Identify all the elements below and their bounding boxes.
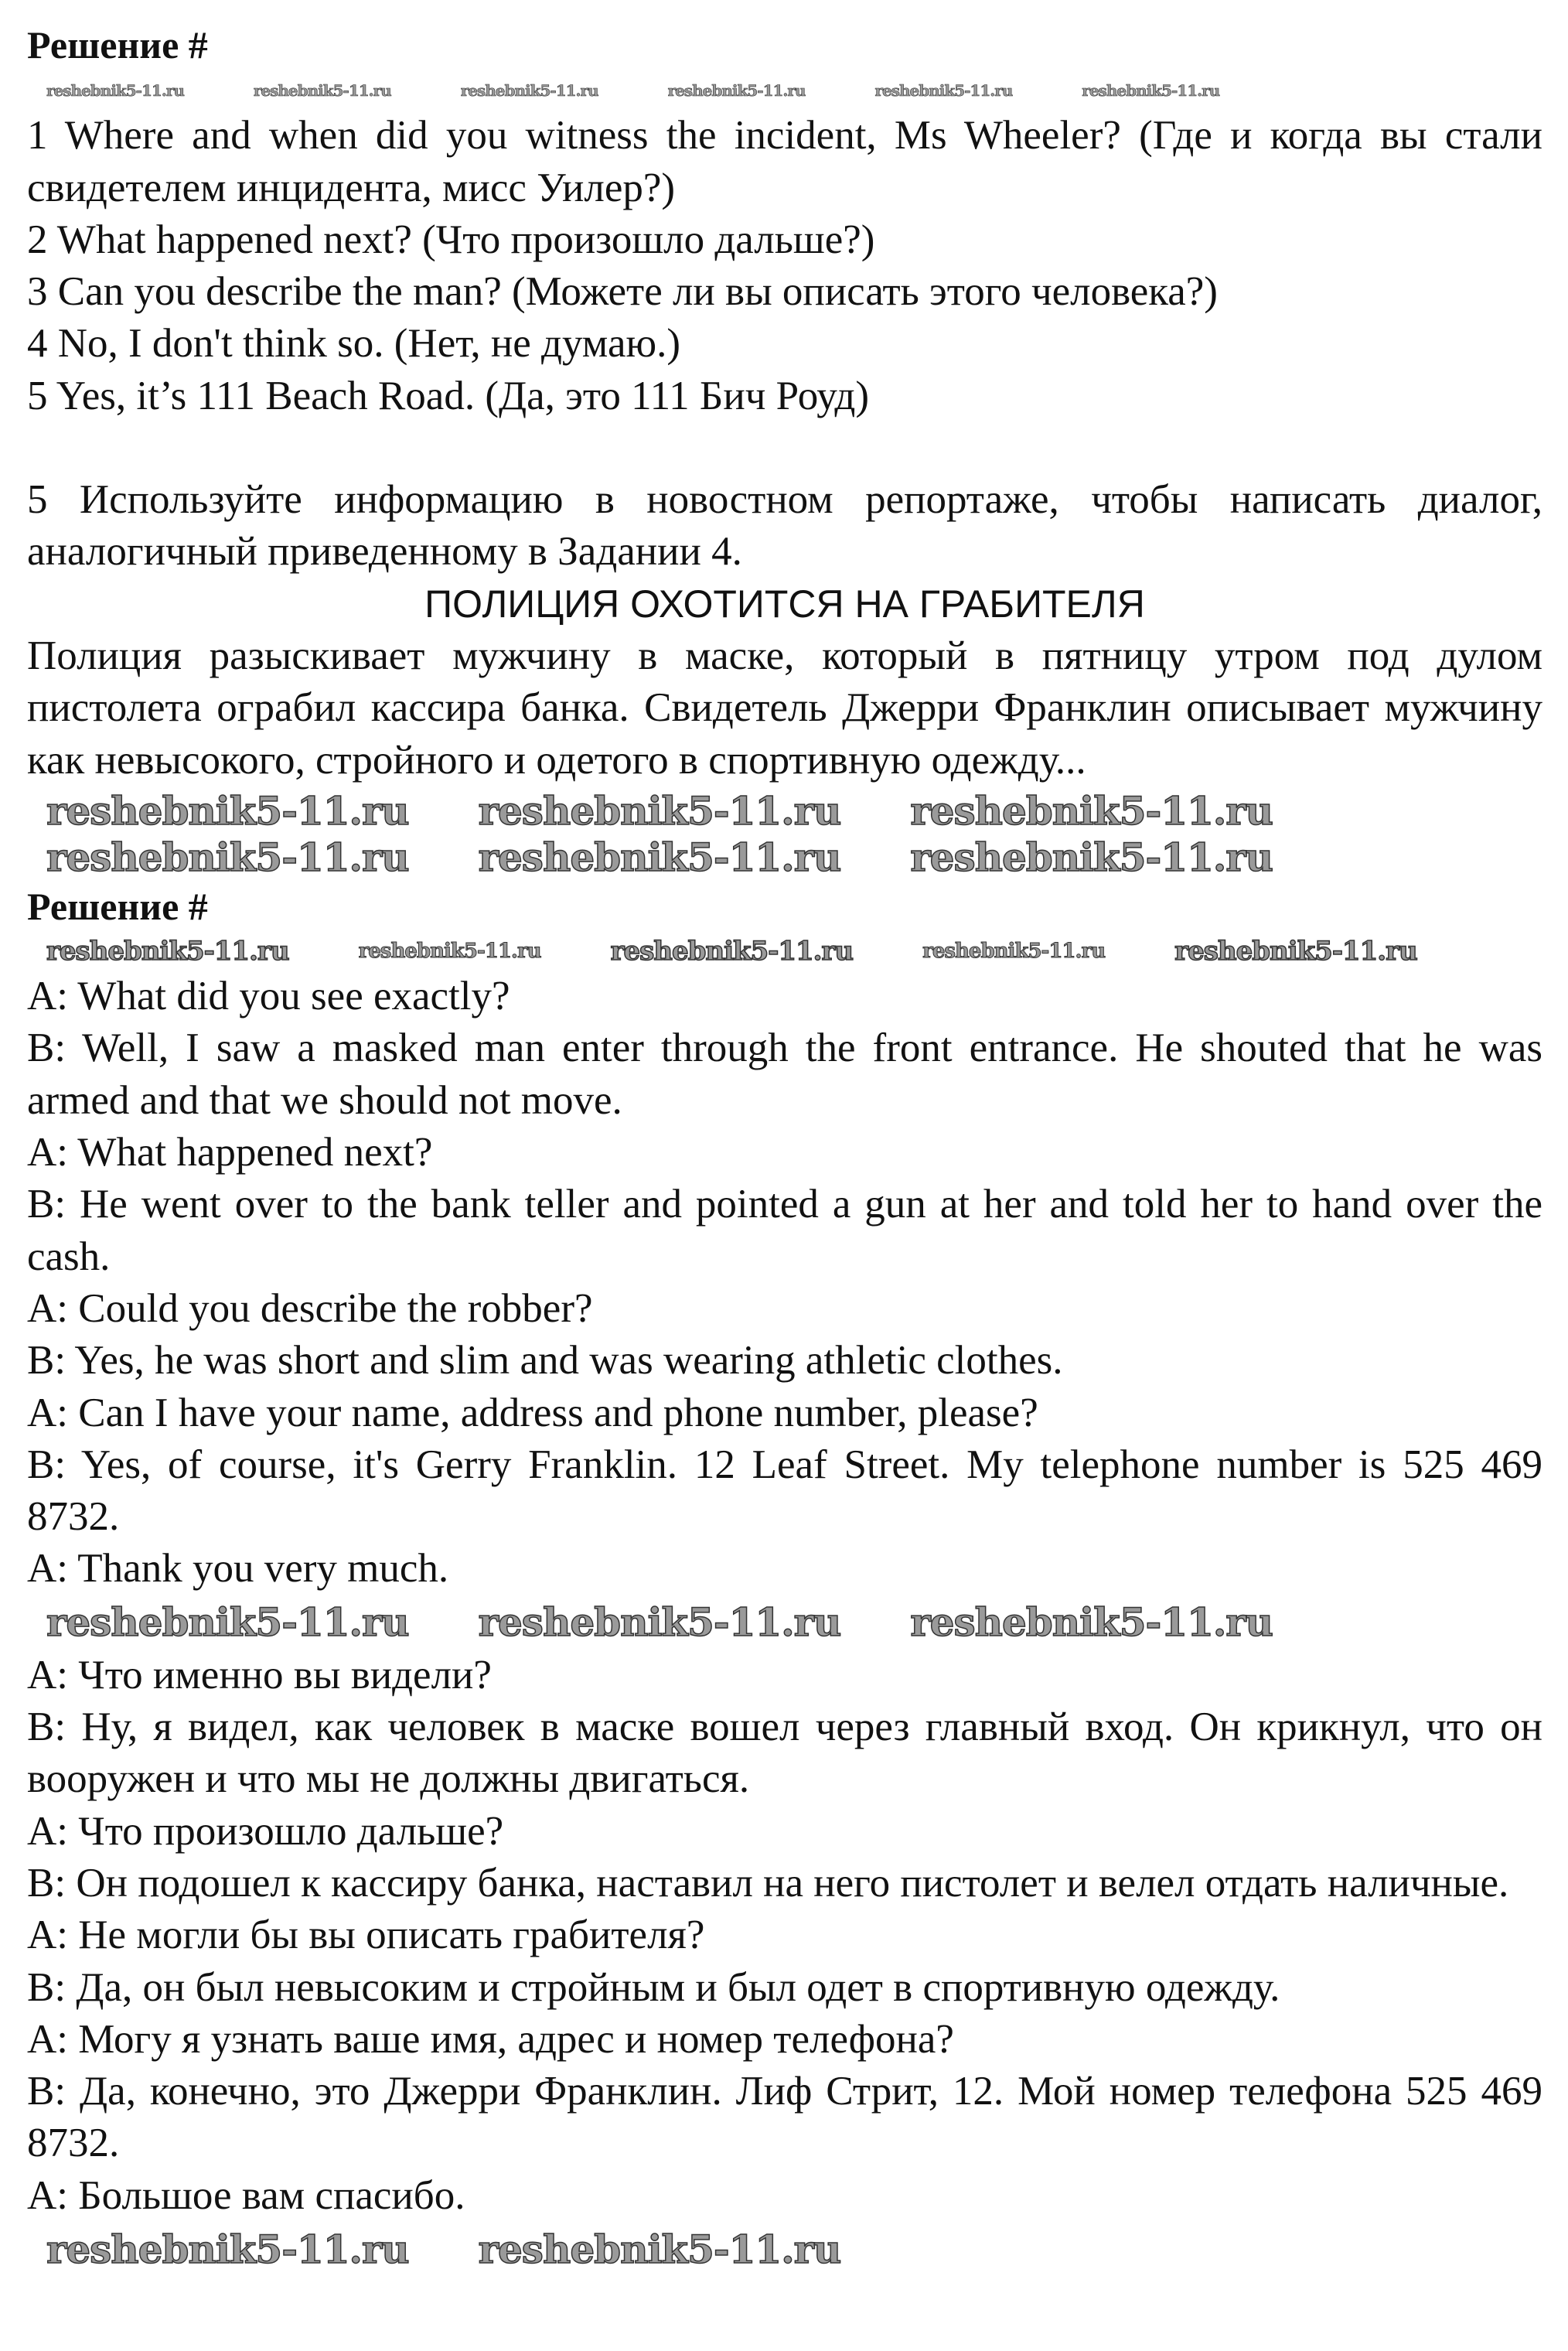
dialog-line: A: Не могли бы вы описать грабителя? [27,1913,705,1958]
watermark: reshebnik5-11.ru [460,81,598,101]
watermark: reshebnik5-11.ru [910,834,1273,880]
answer-line: 1 Where and when did you witness the incident, Ms Wheeler? (Где и когда вы стали свидетелем инцидента, мисс Уилер?) [27,113,1542,210]
watermark: reshebnik5-11.ru [358,940,541,964]
watermark-row [27,1599,1542,1646]
dialog-line: B: Yes, of course, it's Gerry Franklin. 12 Leaf Street. My telephone number is 525 469 8732. [27,1442,1542,1540]
watermark: reshebnik5-11.ru [874,81,1013,101]
dialog-line: B: Well, I saw a masked man enter through the front entrance. He shouted that he was armed and that we should not move. [27,1025,1542,1123]
dialog-line: B: Ну, я видел, как человек в маске вошел через главный вход. Он крикнул, что он вооружен и что мы не должны двигаться. [27,1704,1542,1802]
answer-line: 4 No, I don't think so. (Нет, не думаю.) [27,321,680,367]
dialog-english [27,971,1542,1595]
watermark: reshebnik5-11.ru [478,2226,841,2272]
watermark: reshebnik5-11.ru [478,1599,841,1645]
watermark-row [27,934,1542,968]
task-instruction: 5 Используйте информацию в новостном репортаже, чтобы написать диалог, аналогичный приведенному в Задании 4. [27,477,1542,575]
answer-line: 2 What happened next? (Что произошло дальше?) [27,217,875,262]
watermark-row [27,79,1542,102]
news-title: ПОЛИЦИЯ ОХОТИТСЯ НА ГРАБИТЕЛЯ [424,582,1145,626]
dialog-line: A: What did you see exactly? [27,974,510,1019]
task5-block [27,474,1542,787]
dialog-line: A: Could you describe the robber? [27,1285,593,1331]
dialog-line: A: Can I have your name, address and phone number, please? [27,1390,1038,1435]
watermark: reshebnik5-11.ru [46,2226,409,2272]
watermark: reshebnik5-11.ru [1174,936,1417,967]
dialog-line: A: What happened next? [27,1130,433,1176]
dialog-line: A: Что именно вы видели? [27,1652,492,1698]
watermark: reshebnik5-11.ru [910,1599,1273,1645]
solution-heading: Решение # [27,23,208,67]
watermark-row [27,787,1542,834]
dialog-line: A: Что произошло дальше? [27,1808,504,1854]
watermark: reshebnik5-11.ru [253,81,391,101]
answer-line: 3 Can you describe the man? (Можете ли вы описать этого человека?) [27,269,1218,315]
watermark-row [27,2228,1542,2271]
dialog-line: A: Могу я узнать ваше имя, адрес и номер телефона? [27,2016,954,2062]
dialog-line: B: Yes, he was short and slim and was wearing athletic clothes. [27,1338,1063,1384]
watermark: reshebnik5-11.ru [667,81,806,101]
dialog-russian [27,1650,1542,2222]
dialog-line: A: Большое вам спасибо. [27,2172,465,2218]
watermark: reshebnik5-11.ru [46,834,409,880]
watermark: reshebnik5-11.ru [478,834,841,880]
dialog-line: A: Thank you very much. [27,1546,449,1592]
watermark-row [27,836,1542,879]
watermark: reshebnik5-11.ru [46,81,184,101]
document-page [27,19,1542,2271]
dialog-line: B: Он подошел к кассиру банка, наставил на него пистолет и велел отдать наличные. [27,1860,1509,1906]
watermark: reshebnik5-11.ru [910,787,1273,834]
watermark: reshebnik5-11.ru [46,936,289,967]
answer-line: 5 Yes, it’s 111 Beach Road. (Да, это 111 Бич Роуд) [27,373,870,418]
watermark: reshebnik5-11.ru [922,940,1106,964]
dialog-line: B: Да, конечно, это Джерри Франклин. Лиф Стрит, 12. Мой номер телефона 525 469 8732. [27,2069,1542,2166]
answers-block [27,110,1542,422]
news-text: Полиция разыскивает мужчину в маске, который в пятницу утром под дулом пистолета ограбил кассира банка. Свидетель Джерри Франклин описывает мужчину как невысокого, стройного и одетого в спортивную одежду... [27,633,1542,783]
watermark: reshebnik5-11.ru [46,1599,409,1645]
watermark: reshebnik5-11.ru [478,787,841,834]
watermark: reshebnik5-11.ru [46,787,409,834]
dialog-line: B: Да, он был невысоким и стройным и был одет в спортивную одежду. [27,1964,1280,2010]
watermark: reshebnik5-11.ru [1082,81,1220,101]
solution-heading-2: Решение # [27,884,208,928]
dialog-line: B: He went over to the bank teller and pointed a gun at her and told her to hand over the cash. [27,1182,1542,1279]
watermark: reshebnik5-11.ru [610,936,854,967]
